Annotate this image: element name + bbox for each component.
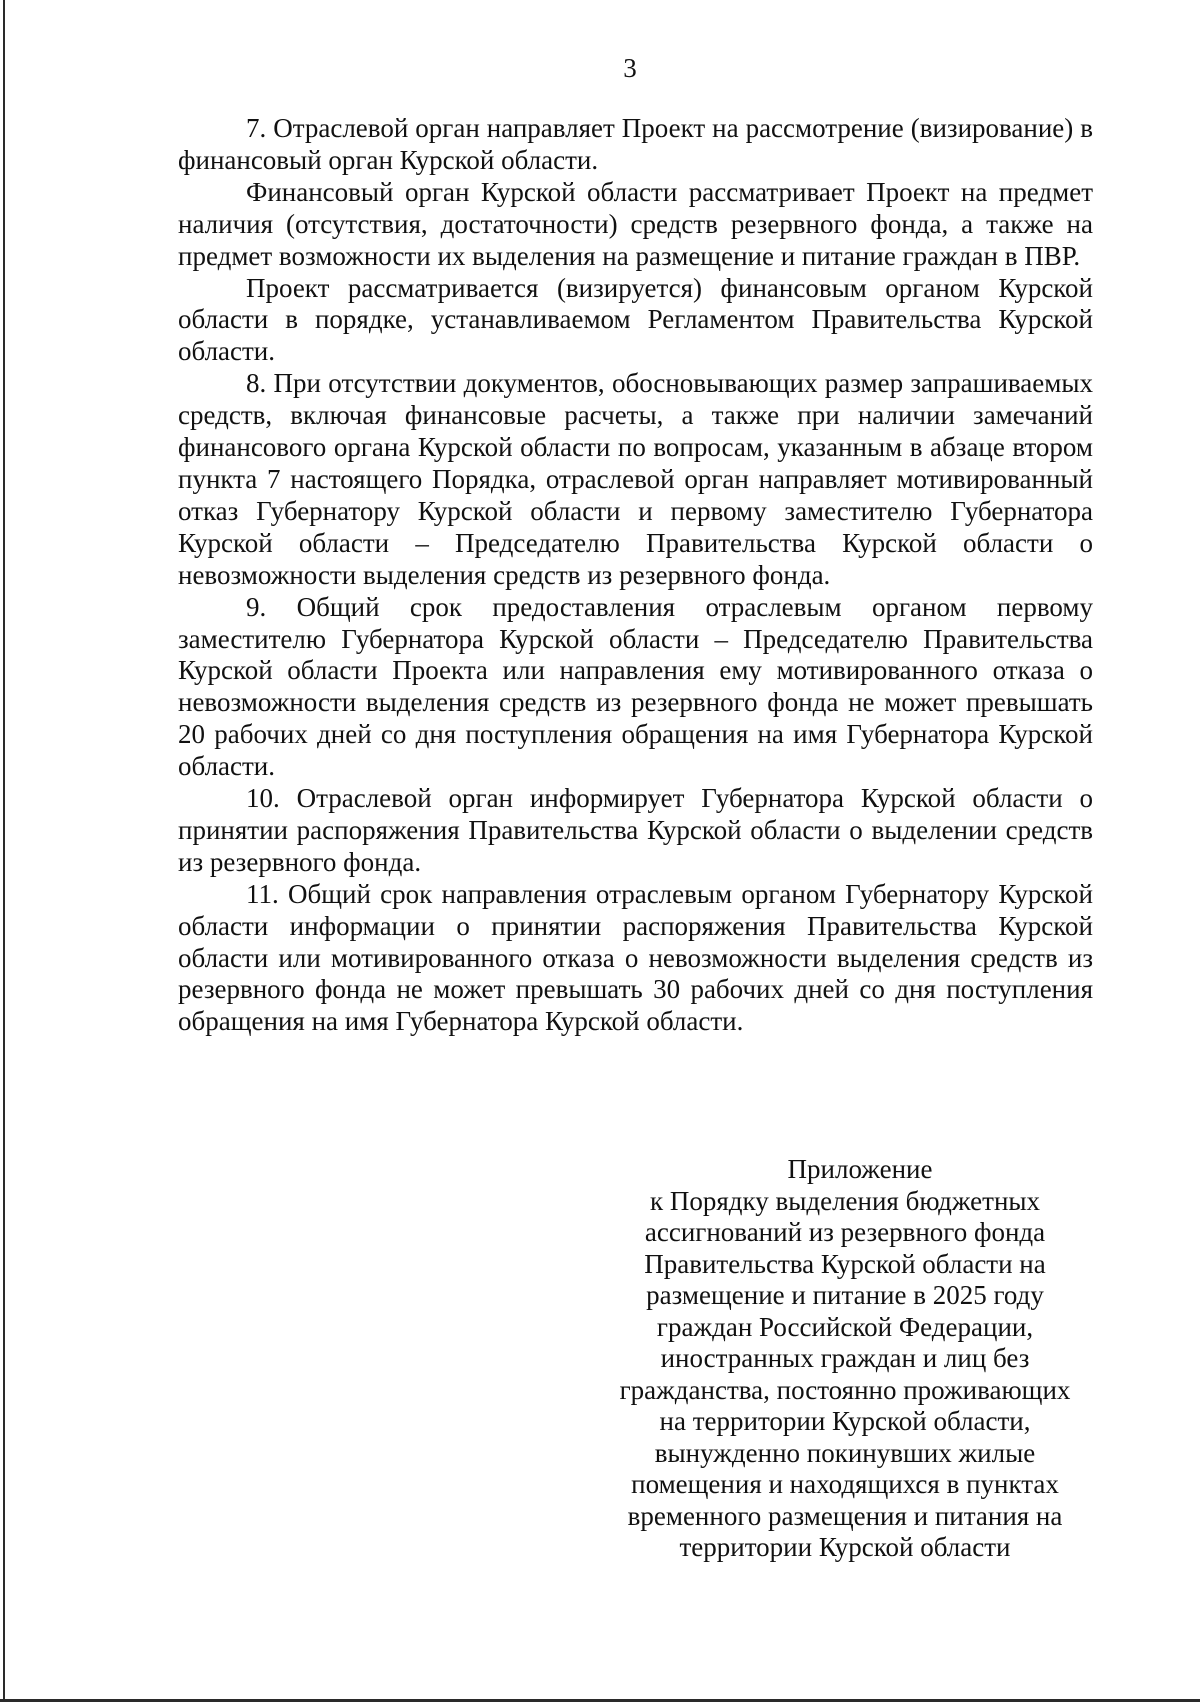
appendix-line: иностранных граждан и лиц без	[660, 1343, 1030, 1373]
appendix-line: Правительства Курской области на	[644, 1248, 1046, 1279]
paragraph-9: 9. Общий срок предоставления отраслевым органом первому заместителю Губернатора Курской области – Председателю Правительства Курской области Проекта или направления ему мотивированного отказа о невозможности выделения средств из резервного фонда не может превышать 20 рабочих дней со дня поступления обращения на имя Губернатора Курской области.	[178, 591, 1093, 782]
paragraph-financial-review: Финансовый орган Курской области рассматривает Проект на предмет наличия (отсутствия, достаточности) средств резервного фонда, а также на предмет возможности их выделения на размещение и питание граждан в ПВР.	[178, 176, 1093, 271]
appendix-line: территории Курской области	[679, 1532, 1011, 1562]
paragraph-10: 10. Отраслевой орган информирует Губернатора Курской области о принятии распоряжения Правительства Курской области о выделении средств из резервного фонда.	[178, 783, 1093, 877]
appendix-line: к Порядку выделения бюджетных	[649, 1185, 1041, 1216]
paragraph-project-approval: Проект рассматривается (визируется) финансовым органом Курской области в порядке, устанавливаемом Регламентом Правительства Курской области.	[178, 272, 1093, 367]
appendix-line: ассигнований из резервного фонда	[644, 1217, 1046, 1247]
page-edge-left	[3, 0, 5, 1702]
appendix-line: помещения и находящихся в пунктах	[631, 1469, 1059, 1499]
paragraph-11: 11. Общий срок направления отраслевым органом Губернатору Курской области информации о принятии распоряжения Правительства Курской области или мотивированного отказа о невозможности выделения средств из резервного фонда не может превышать 30 рабочих дней со дня поступления обращения на имя Губернатора Курской области.	[178, 878, 1093, 1037]
appendix-line: вынужденно покинувших жилые	[654, 1437, 1036, 1468]
appendix-title: Приложение	[787, 1154, 933, 1184]
document-body	[178, 113, 1093, 1038]
page-number: 3	[623, 53, 637, 83]
appendix-heading	[580, 1154, 1110, 1564]
appendix-line: размещение и питание в 2025 году	[646, 1280, 1044, 1310]
appendix-line: временного размещения и питания на	[627, 1500, 1063, 1531]
paragraph-7: 7. Отраслевой орган направляет Проект на рассмотрение (визирование) в финансовый орган Курской области.	[178, 113, 1093, 175]
paragraph-8: 8. При отсутствии документов, обосновывающих размер запрашиваемых средств, включая финансовые расчеты, а также при наличии замечаний финансового органа Курской области по вопросам, указанным в абзаце втором пункта 7 настоящего Порядка, отраслевой орган направляет мотивированный отказ Губернатору Курской области и первому заместителю Губернатора Курской области – Председателю Правительства Курской области о невозможности выделения средств из резервного фонда.	[178, 368, 1093, 590]
appendix-line: на территории Курской области,	[659, 1406, 1031, 1436]
appendix-line: гражданства, постоянно проживающих	[619, 1374, 1071, 1405]
appendix-line: граждан Российской Федерации,	[656, 1311, 1034, 1342]
